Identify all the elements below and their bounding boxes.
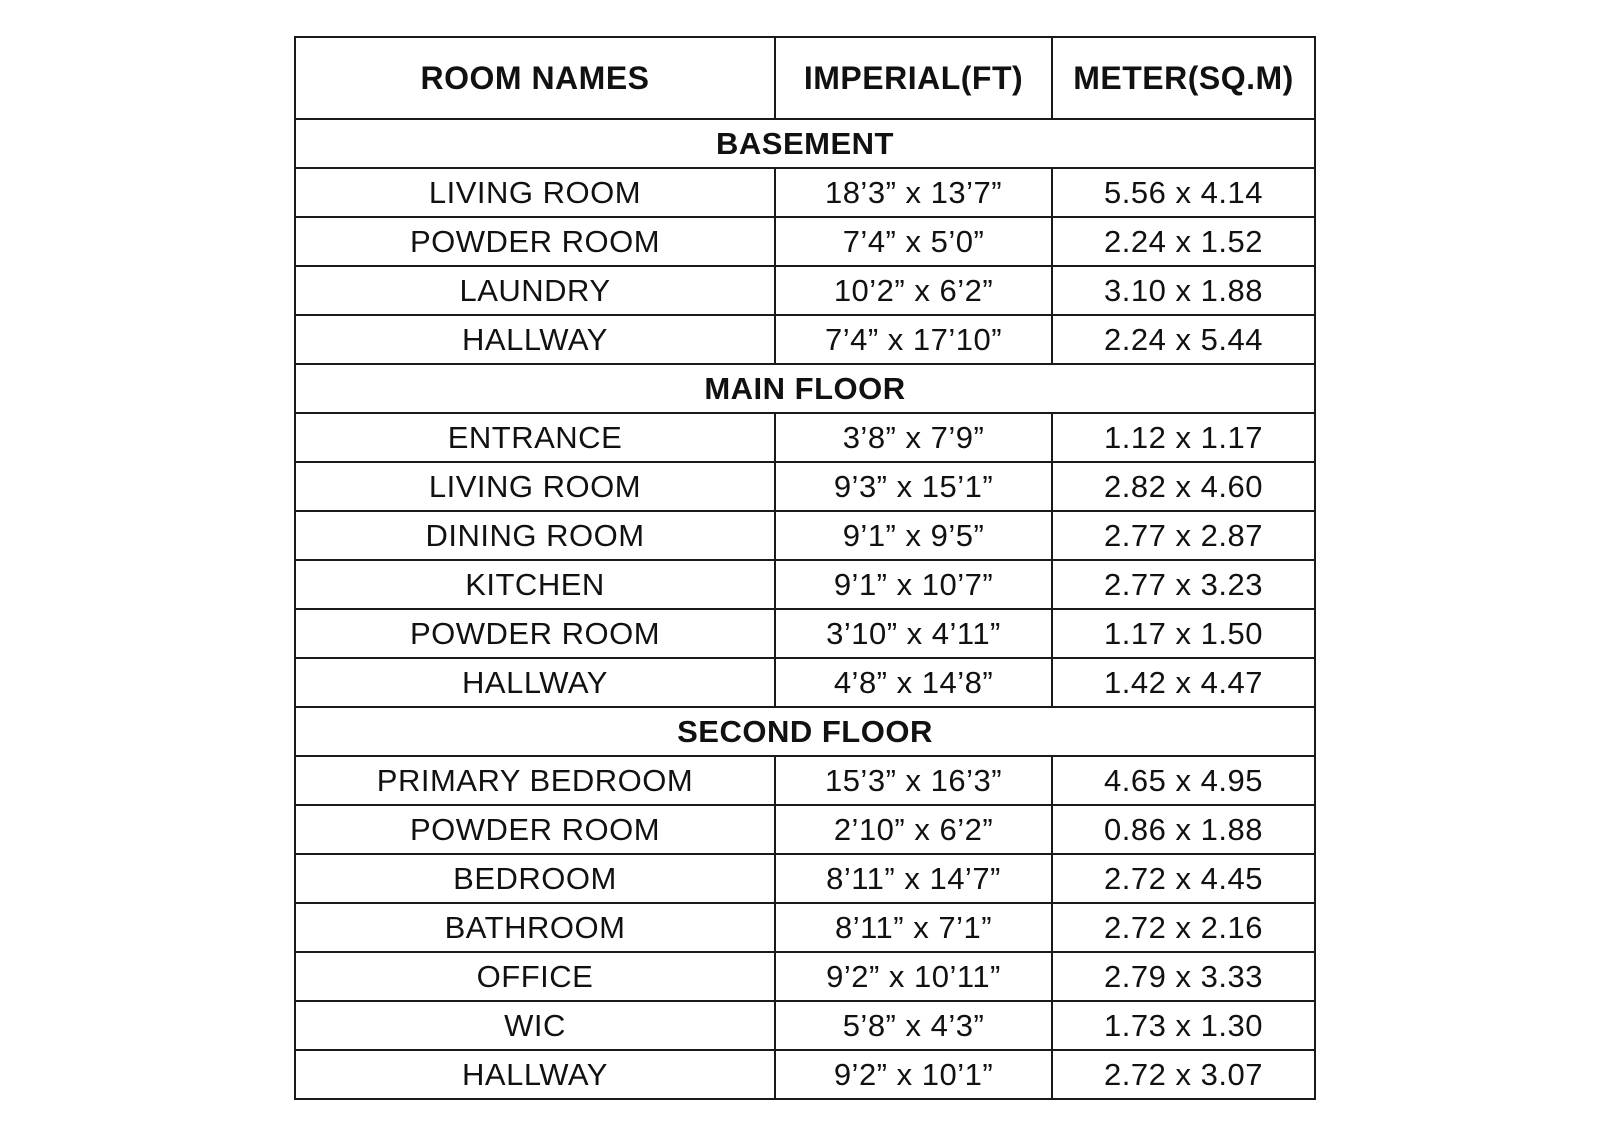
meter-cell: 1.12 x 1.17 bbox=[1052, 413, 1315, 462]
imperial-cell: 8’11” x 7’1” bbox=[775, 903, 1052, 952]
section-title: MAIN FLOOR bbox=[295, 364, 1315, 413]
room-name-cell: BATHROOM bbox=[295, 903, 775, 952]
imperial-cell: 9’2” x 10’11” bbox=[775, 952, 1052, 1001]
imperial-cell: 3’10” x 4’11” bbox=[775, 609, 1052, 658]
room-name-cell: LAUNDRY bbox=[295, 266, 775, 315]
table-row bbox=[295, 315, 1315, 364]
imperial-cell: 10’2” x 6’2” bbox=[775, 266, 1052, 315]
table-row bbox=[295, 168, 1315, 217]
imperial-cell: 9’3” x 15’1” bbox=[775, 462, 1052, 511]
room-name-cell: LIVING ROOM bbox=[295, 462, 775, 511]
meter-cell: 2.24 x 1.52 bbox=[1052, 217, 1315, 266]
imperial-cell: 5’8” x 4’3” bbox=[775, 1001, 1052, 1050]
imperial-cell: 4’8” x 14’8” bbox=[775, 658, 1052, 707]
room-name-cell: HALLWAY bbox=[295, 315, 775, 364]
table-row bbox=[295, 413, 1315, 462]
table-row bbox=[295, 560, 1315, 609]
table-header-row bbox=[295, 37, 1315, 119]
table-row bbox=[295, 658, 1315, 707]
section-title: SECOND FLOOR bbox=[295, 707, 1315, 756]
table-row bbox=[295, 511, 1315, 560]
meter-cell: 2.24 x 5.44 bbox=[1052, 315, 1315, 364]
room-name-cell: DINING ROOM bbox=[295, 511, 775, 560]
imperial-cell: 7’4” x 5’0” bbox=[775, 217, 1052, 266]
meter-cell: 2.72 x 2.16 bbox=[1052, 903, 1315, 952]
table-row bbox=[295, 805, 1315, 854]
room-name-cell: POWDER ROOM bbox=[295, 217, 775, 266]
imperial-cell: 8’11” x 14’7” bbox=[775, 854, 1052, 903]
table-row bbox=[295, 609, 1315, 658]
meter-cell: 1.17 x 1.50 bbox=[1052, 609, 1315, 658]
meter-cell: 2.77 x 3.23 bbox=[1052, 560, 1315, 609]
table-row bbox=[295, 854, 1315, 903]
room-name-cell: POWDER ROOM bbox=[295, 609, 775, 658]
imperial-cell: 7’4” x 17’10” bbox=[775, 315, 1052, 364]
meter-cell: 4.65 x 4.95 bbox=[1052, 756, 1315, 805]
header-imperial: IMPERIAL(FT) bbox=[775, 37, 1052, 119]
imperial-cell: 9’1” x 10’7” bbox=[775, 560, 1052, 609]
room-name-cell: BEDROOM bbox=[295, 854, 775, 903]
meter-cell: 2.82 x 4.60 bbox=[1052, 462, 1315, 511]
table-row bbox=[295, 1050, 1315, 1099]
meter-cell: 2.72 x 4.45 bbox=[1052, 854, 1315, 903]
room-name-cell: OFFICE bbox=[295, 952, 775, 1001]
table-row bbox=[295, 952, 1315, 1001]
header-room-names: ROOM NAMES bbox=[295, 37, 775, 119]
table-row bbox=[295, 903, 1315, 952]
imperial-cell: 9’2” x 10’1” bbox=[775, 1050, 1052, 1099]
room-name-cell: HALLWAY bbox=[295, 658, 775, 707]
table-row bbox=[295, 462, 1315, 511]
imperial-cell: 15’3” x 16’3” bbox=[775, 756, 1052, 805]
meter-cell: 3.10 x 1.88 bbox=[1052, 266, 1315, 315]
section-row-second-floor bbox=[295, 707, 1315, 756]
meter-cell: 5.56 x 4.14 bbox=[1052, 168, 1315, 217]
meter-cell: 1.73 x 1.30 bbox=[1052, 1001, 1315, 1050]
meter-cell: 2.79 x 3.33 bbox=[1052, 952, 1315, 1001]
table-row bbox=[295, 756, 1315, 805]
section-title: BASEMENT bbox=[295, 119, 1315, 168]
imperial-cell: 3’8” x 7’9” bbox=[775, 413, 1052, 462]
meter-cell: 2.72 x 3.07 bbox=[1052, 1050, 1315, 1099]
table-row bbox=[295, 266, 1315, 315]
room-name-cell: POWDER ROOM bbox=[295, 805, 775, 854]
meter-cell: 1.42 x 4.47 bbox=[1052, 658, 1315, 707]
imperial-cell: 9’1” x 9’5” bbox=[775, 511, 1052, 560]
meter-cell: 2.77 x 2.87 bbox=[1052, 511, 1315, 560]
table-row bbox=[295, 217, 1315, 266]
room-name-cell: PRIMARY BEDROOM bbox=[295, 756, 775, 805]
room-name-cell: WIC bbox=[295, 1001, 775, 1050]
meter-cell: 0.86 x 1.88 bbox=[1052, 805, 1315, 854]
section-row-basement bbox=[295, 119, 1315, 168]
room-name-cell: ENTRANCE bbox=[295, 413, 775, 462]
imperial-cell: 2’10” x 6’2” bbox=[775, 805, 1052, 854]
table-row bbox=[295, 1001, 1315, 1050]
header-meter: METER(SQ.M) bbox=[1052, 37, 1315, 119]
room-name-cell: KITCHEN bbox=[295, 560, 775, 609]
section-row-main-floor bbox=[295, 364, 1315, 413]
imperial-cell: 18’3” x 13’7” bbox=[775, 168, 1052, 217]
room-name-cell: HALLWAY bbox=[295, 1050, 775, 1099]
room-dimensions-table bbox=[294, 36, 1316, 1100]
room-name-cell: LIVING ROOM bbox=[295, 168, 775, 217]
